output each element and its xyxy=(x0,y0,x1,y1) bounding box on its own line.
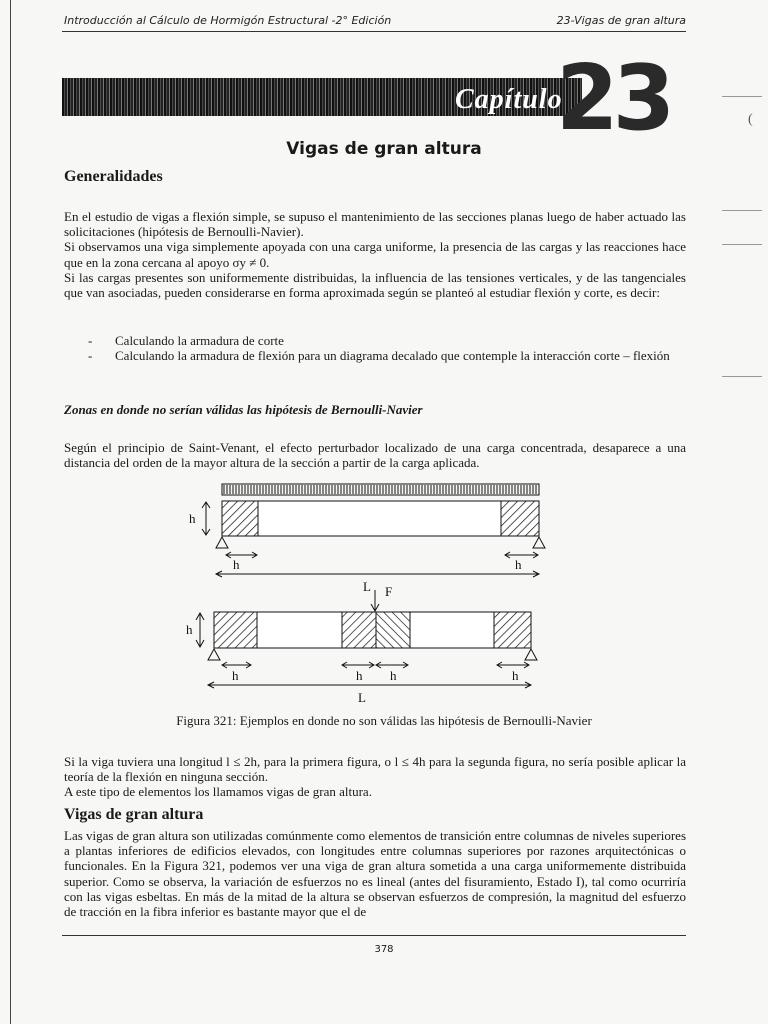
beam xyxy=(222,501,539,536)
section-heading-generalidades: Generalidades xyxy=(64,168,163,185)
label-h: h xyxy=(512,668,519,683)
paragraph: Según el principio de Saint-Venant, el efecto perturbador localizado de una carga concentrada, desaparece a una distancia del orden de la mayor altura de la sección a partir de la carga aplicada. xyxy=(64,440,686,471)
list-item: - Calculando la armadura de corte xyxy=(88,333,688,348)
support-icon xyxy=(525,649,537,660)
disturbed-zone xyxy=(376,612,410,648)
vigas-text xyxy=(64,828,686,919)
paragraph: Las vigas de gran altura son utilizadas comúnmente como elementos de transición entre columnas de niveles superiores a plantas inferiores de edificios elevados, con longitudes entre columnas superiores por razones arquitectónicas o funcionales. En la Figura 321, podemos ver una viga de gran altura sometida a una carga uniformemente distribuida superior. Como se observa, la variación de esfuerzos no es lineal (antes del fisuramiento, Estado I), tal como ocurriría con las vigas esbeltas. En más de la mitad de la altura se observan esfuerzos de compresión, la magnitud del esfuerzo de tracción en la fibra inferior es bastante mayor que el de xyxy=(64,828,686,920)
disturbed-zone xyxy=(214,612,257,648)
beam-diagram-point-load xyxy=(186,584,537,705)
support-icon xyxy=(216,537,228,548)
section-heading-vigas: Vigas de gran altura xyxy=(64,806,204,823)
label-h: h xyxy=(232,668,239,683)
label-h: h xyxy=(515,557,522,572)
chapter-word: Capítulo xyxy=(455,84,563,115)
list-item: - Calculando la armadura de flexión para un diagrama decalado que contemple la interacción corte – flexión xyxy=(88,348,688,363)
label-h: h xyxy=(186,622,193,637)
support-icon xyxy=(533,537,545,548)
label-h: h xyxy=(356,668,363,683)
header-chapter-title: 23-Vigas de gran altura xyxy=(556,14,686,27)
label-L: L xyxy=(358,690,366,705)
paragraph: Si la viga tuviera una longitud l ≤ 2h, para la primera figura, o l ≤ 4h para la segunda figura, no sería posible aplicar la teoría de la flexión en ninguna sección. xyxy=(64,754,686,785)
paragraph: A este tipo de elementos los llamamos vigas de gran altura. xyxy=(64,784,372,800)
disturbed-zone xyxy=(222,501,258,536)
paragraph: En el estudio de vigas a flexión simple, se supuso el mantenimiento de las secciones planas luego de haber actuado las solicitaciones (hipótesis de Bernoulli-Navier). xyxy=(64,209,686,240)
beam-diagram-uniform-load xyxy=(189,484,545,594)
chapter-number: 23 xyxy=(556,46,670,151)
footer-rule xyxy=(62,935,686,936)
label-h: h xyxy=(233,557,240,572)
figure-caption: Figura 321: Ejemplos en donde no son válidas las hipótesis de Bernoulli-Navier xyxy=(176,713,592,728)
page-title: Vigas de gran altura xyxy=(286,139,482,159)
paragraph: Si observamos una viga simplemente apoyada con una carga uniforme, la presencia de las cargas y las reacciones hace que en la zona cercana al apoyo σy ≠ 0. xyxy=(64,239,686,270)
disturbed-zone xyxy=(501,501,539,536)
label-F: F xyxy=(385,584,393,599)
support-icon xyxy=(208,649,220,660)
label-L: L xyxy=(363,579,371,594)
page-number: 378 xyxy=(374,944,394,955)
header-book-title: Introducción al Cálculo de Hormigón Estructural -2° Edición xyxy=(64,14,392,27)
disturbed-zone xyxy=(342,612,376,648)
after-figure-text xyxy=(64,754,686,800)
label-h: h xyxy=(390,668,397,683)
subsection-heading-zonas: Zonas en donde no serían válidas las hipótesis de Bernoulli-Navier xyxy=(64,402,423,417)
paragraph: Si las cargas presentes son uniformemente distribuidas, la influencia de las tensiones verticales, y de las tangenciales que van asociadas, pueden considerarse en forma aproximada según se planteó al estudiar flexión y corte, es decir: xyxy=(64,269,686,301)
disturbed-zone xyxy=(494,612,531,648)
label-h: h xyxy=(189,511,196,526)
margin-mark: ( xyxy=(748,112,753,127)
